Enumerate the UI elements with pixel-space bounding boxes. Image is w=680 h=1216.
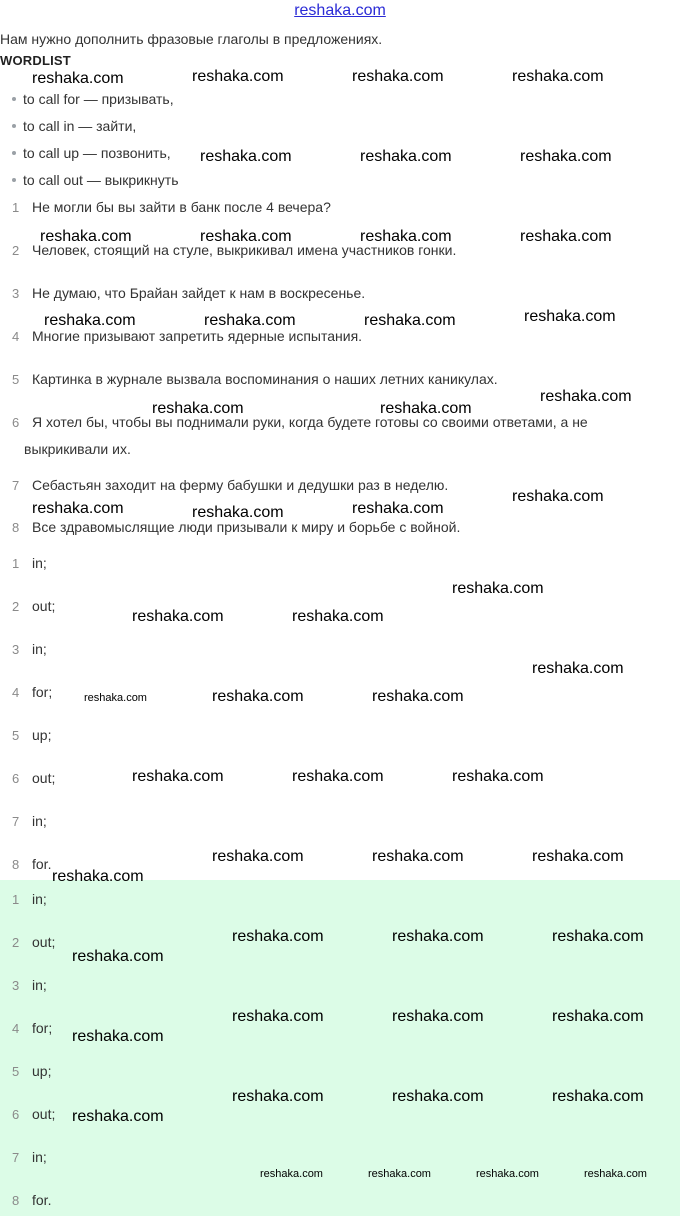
wordlist-item-text: to call up — позвонить, — [23, 145, 171, 161]
watermark-text: reshaka.com — [552, 1088, 644, 1105]
watermark-text: reshaka.com — [372, 848, 464, 865]
bullet-dot-icon — [12, 178, 16, 182]
answer-number: 6 — [12, 1107, 20, 1122]
watermark-text: reshaka.com — [232, 1088, 324, 1105]
watermark-text: reshaka.com — [512, 488, 604, 505]
watermark-text: reshaka.com — [40, 228, 132, 245]
sentence-text: Не думаю, что Брайан зайдет к нам в воскресенье. — [32, 285, 366, 301]
answer-number: 7 — [12, 1150, 20, 1165]
sentence-number: 6 — [12, 415, 20, 430]
wordlist-item-text: to call in — зайти, — [23, 118, 137, 134]
watermark-text: reshaka.com — [192, 68, 284, 85]
watermark-text: reshaka.com — [212, 848, 304, 865]
bullet-dot-icon — [12, 97, 16, 101]
wordlist-item-text: to call out — выкрикнуть — [23, 172, 179, 188]
bullet-dot-icon — [12, 124, 16, 128]
watermark-text: reshaka.com — [552, 928, 644, 945]
watermark-text: reshaka.com — [364, 312, 456, 329]
watermark-text: reshaka.com — [392, 1088, 484, 1105]
answer-text: for. — [32, 856, 52, 872]
watermark-text: reshaka.com — [200, 148, 292, 165]
sentence-number: 7 — [12, 478, 20, 493]
answer-number: 1 — [12, 556, 20, 571]
watermark-text: reshaka.com — [132, 768, 224, 785]
watermark-text: reshaka.com — [260, 1168, 323, 1180]
wordlist-item — [12, 145, 171, 161]
sentence-text: Я хотел бы, чтобы вы поднимали руки, когда будете готовы со своими ответами, а не — [32, 414, 588, 430]
site-link[interactable]: reshaka.com — [294, 2, 386, 19]
sentence-number: 2 — [12, 243, 20, 258]
wordlist-title: WORDLIST — [0, 53, 71, 68]
watermark-text: reshaka.com — [132, 608, 224, 625]
answer-text: in; — [32, 977, 47, 993]
wordlist-item — [12, 172, 179, 188]
watermark-text: reshaka.com — [204, 312, 296, 329]
watermark-text: reshaka.com — [552, 1008, 644, 1025]
watermark-text: reshaka.com — [524, 308, 616, 325]
watermark-text: reshaka.com — [292, 768, 384, 785]
sentence-text: Себастьян заходит на ферму бабушки и дедушки раз в неделю. — [32, 477, 449, 493]
answer-text: up; — [32, 1063, 52, 1079]
watermark-text: reshaka.com — [232, 928, 324, 945]
watermark-text: reshaka.com — [72, 1108, 164, 1125]
watermark-text: reshaka.com — [360, 148, 452, 165]
answer-text: in; — [32, 641, 47, 657]
watermark-text: reshaka.com — [32, 70, 124, 87]
watermark-text: reshaka.com — [520, 228, 612, 245]
wordlist-item — [12, 118, 136, 134]
watermark-text: reshaka.com — [532, 660, 624, 677]
answer-text: for; — [32, 1020, 53, 1036]
watermark-text: reshaka.com — [52, 868, 144, 885]
sentence-text-continued: выкрикивали их. — [24, 441, 131, 457]
answer-number: 7 — [12, 814, 20, 829]
sentence-text: Не могли бы вы зайти в банк после 4 вечера? — [32, 199, 331, 215]
answer-text: for; — [32, 684, 53, 700]
watermark-text: reshaka.com — [512, 68, 604, 85]
answer-number: 8 — [12, 857, 20, 872]
wordlist-item-text: to call for — призывать, — [23, 91, 174, 107]
sentence-text: Человек, стоящий на стуле, выкрикивал имена участников гонки. — [32, 242, 457, 258]
watermark-text: reshaka.com — [372, 688, 464, 705]
sentence-number: 1 — [12, 200, 20, 215]
watermark-text: reshaka.com — [584, 1168, 647, 1180]
answer-number: 5 — [12, 728, 20, 743]
watermark-text: reshaka.com — [352, 500, 444, 517]
watermark-text: reshaka.com — [392, 928, 484, 945]
answer-text: out; — [32, 770, 56, 786]
answer-text: in; — [32, 1149, 47, 1165]
bullet-dot-icon — [12, 151, 16, 155]
wordlist-item — [12, 91, 174, 107]
sentence-text: Картинка в журнале вызвала воспоминания о наших летних каникулах. — [32, 371, 498, 387]
watermark-text: reshaka.com — [360, 228, 452, 245]
sentence-number: 5 — [12, 372, 20, 387]
answer-text: in; — [32, 813, 47, 829]
sentence-number: 3 — [12, 286, 20, 301]
intro-text: Нам нужно дополнить фразовые глаголы в предложениях. — [0, 31, 383, 47]
watermark-text: reshaka.com — [292, 608, 384, 625]
watermark-text: reshaka.com — [520, 148, 612, 165]
watermark-text: reshaka.com — [84, 692, 147, 704]
watermark-text: reshaka.com — [72, 1028, 164, 1045]
answer-text: out; — [32, 934, 56, 950]
watermark-text: reshaka.com — [200, 228, 292, 245]
watermark-text: reshaka.com — [192, 504, 284, 521]
watermark-text: reshaka.com — [232, 1008, 324, 1025]
watermark-text: reshaka.com — [212, 688, 304, 705]
answer-number: 3 — [12, 642, 20, 657]
answer-number: 2 — [12, 935, 20, 950]
watermark-text: reshaka.com — [44, 312, 136, 329]
answer-text: out; — [32, 1106, 56, 1122]
watermark-text: reshaka.com — [452, 768, 544, 785]
answer-number: 5 — [12, 1064, 20, 1079]
answer-number: 6 — [12, 771, 20, 786]
answer-text: out; — [32, 598, 56, 614]
answer-number: 8 — [12, 1193, 20, 1208]
sentence-number: 4 — [12, 329, 20, 344]
answer-number: 3 — [12, 978, 20, 993]
watermark-text: reshaka.com — [72, 948, 164, 965]
watermark-text: reshaka.com — [32, 500, 124, 517]
answer-number: 4 — [12, 1021, 20, 1036]
answer-number: 2 — [12, 599, 20, 614]
watermark-text: reshaka.com — [380, 400, 472, 417]
answer-number: 4 — [12, 685, 20, 700]
sentence-number: 8 — [12, 520, 20, 535]
watermark-text: reshaka.com — [392, 1008, 484, 1025]
watermark-text: reshaka.com — [352, 68, 444, 85]
watermark-text: reshaka.com — [476, 1168, 539, 1180]
answer-text: in; — [32, 891, 47, 907]
watermark-text: reshaka.com — [368, 1168, 431, 1180]
answer-text: in; — [32, 555, 47, 571]
sentence-text: Многие призывают запретить ядерные испытания. — [32, 328, 363, 344]
sentence-text: Все здравомыслящие люди призывали к миру и борьбе с войной. — [32, 519, 461, 535]
answer-text: for. — [32, 1192, 52, 1208]
answer-text: up; — [32, 727, 52, 743]
watermark-text: reshaka.com — [452, 580, 544, 597]
watermark-text: reshaka.com — [532, 848, 624, 865]
watermark-text: reshaka.com — [540, 388, 632, 405]
answer-number: 1 — [12, 892, 20, 907]
watermark-text: reshaka.com — [152, 400, 244, 417]
